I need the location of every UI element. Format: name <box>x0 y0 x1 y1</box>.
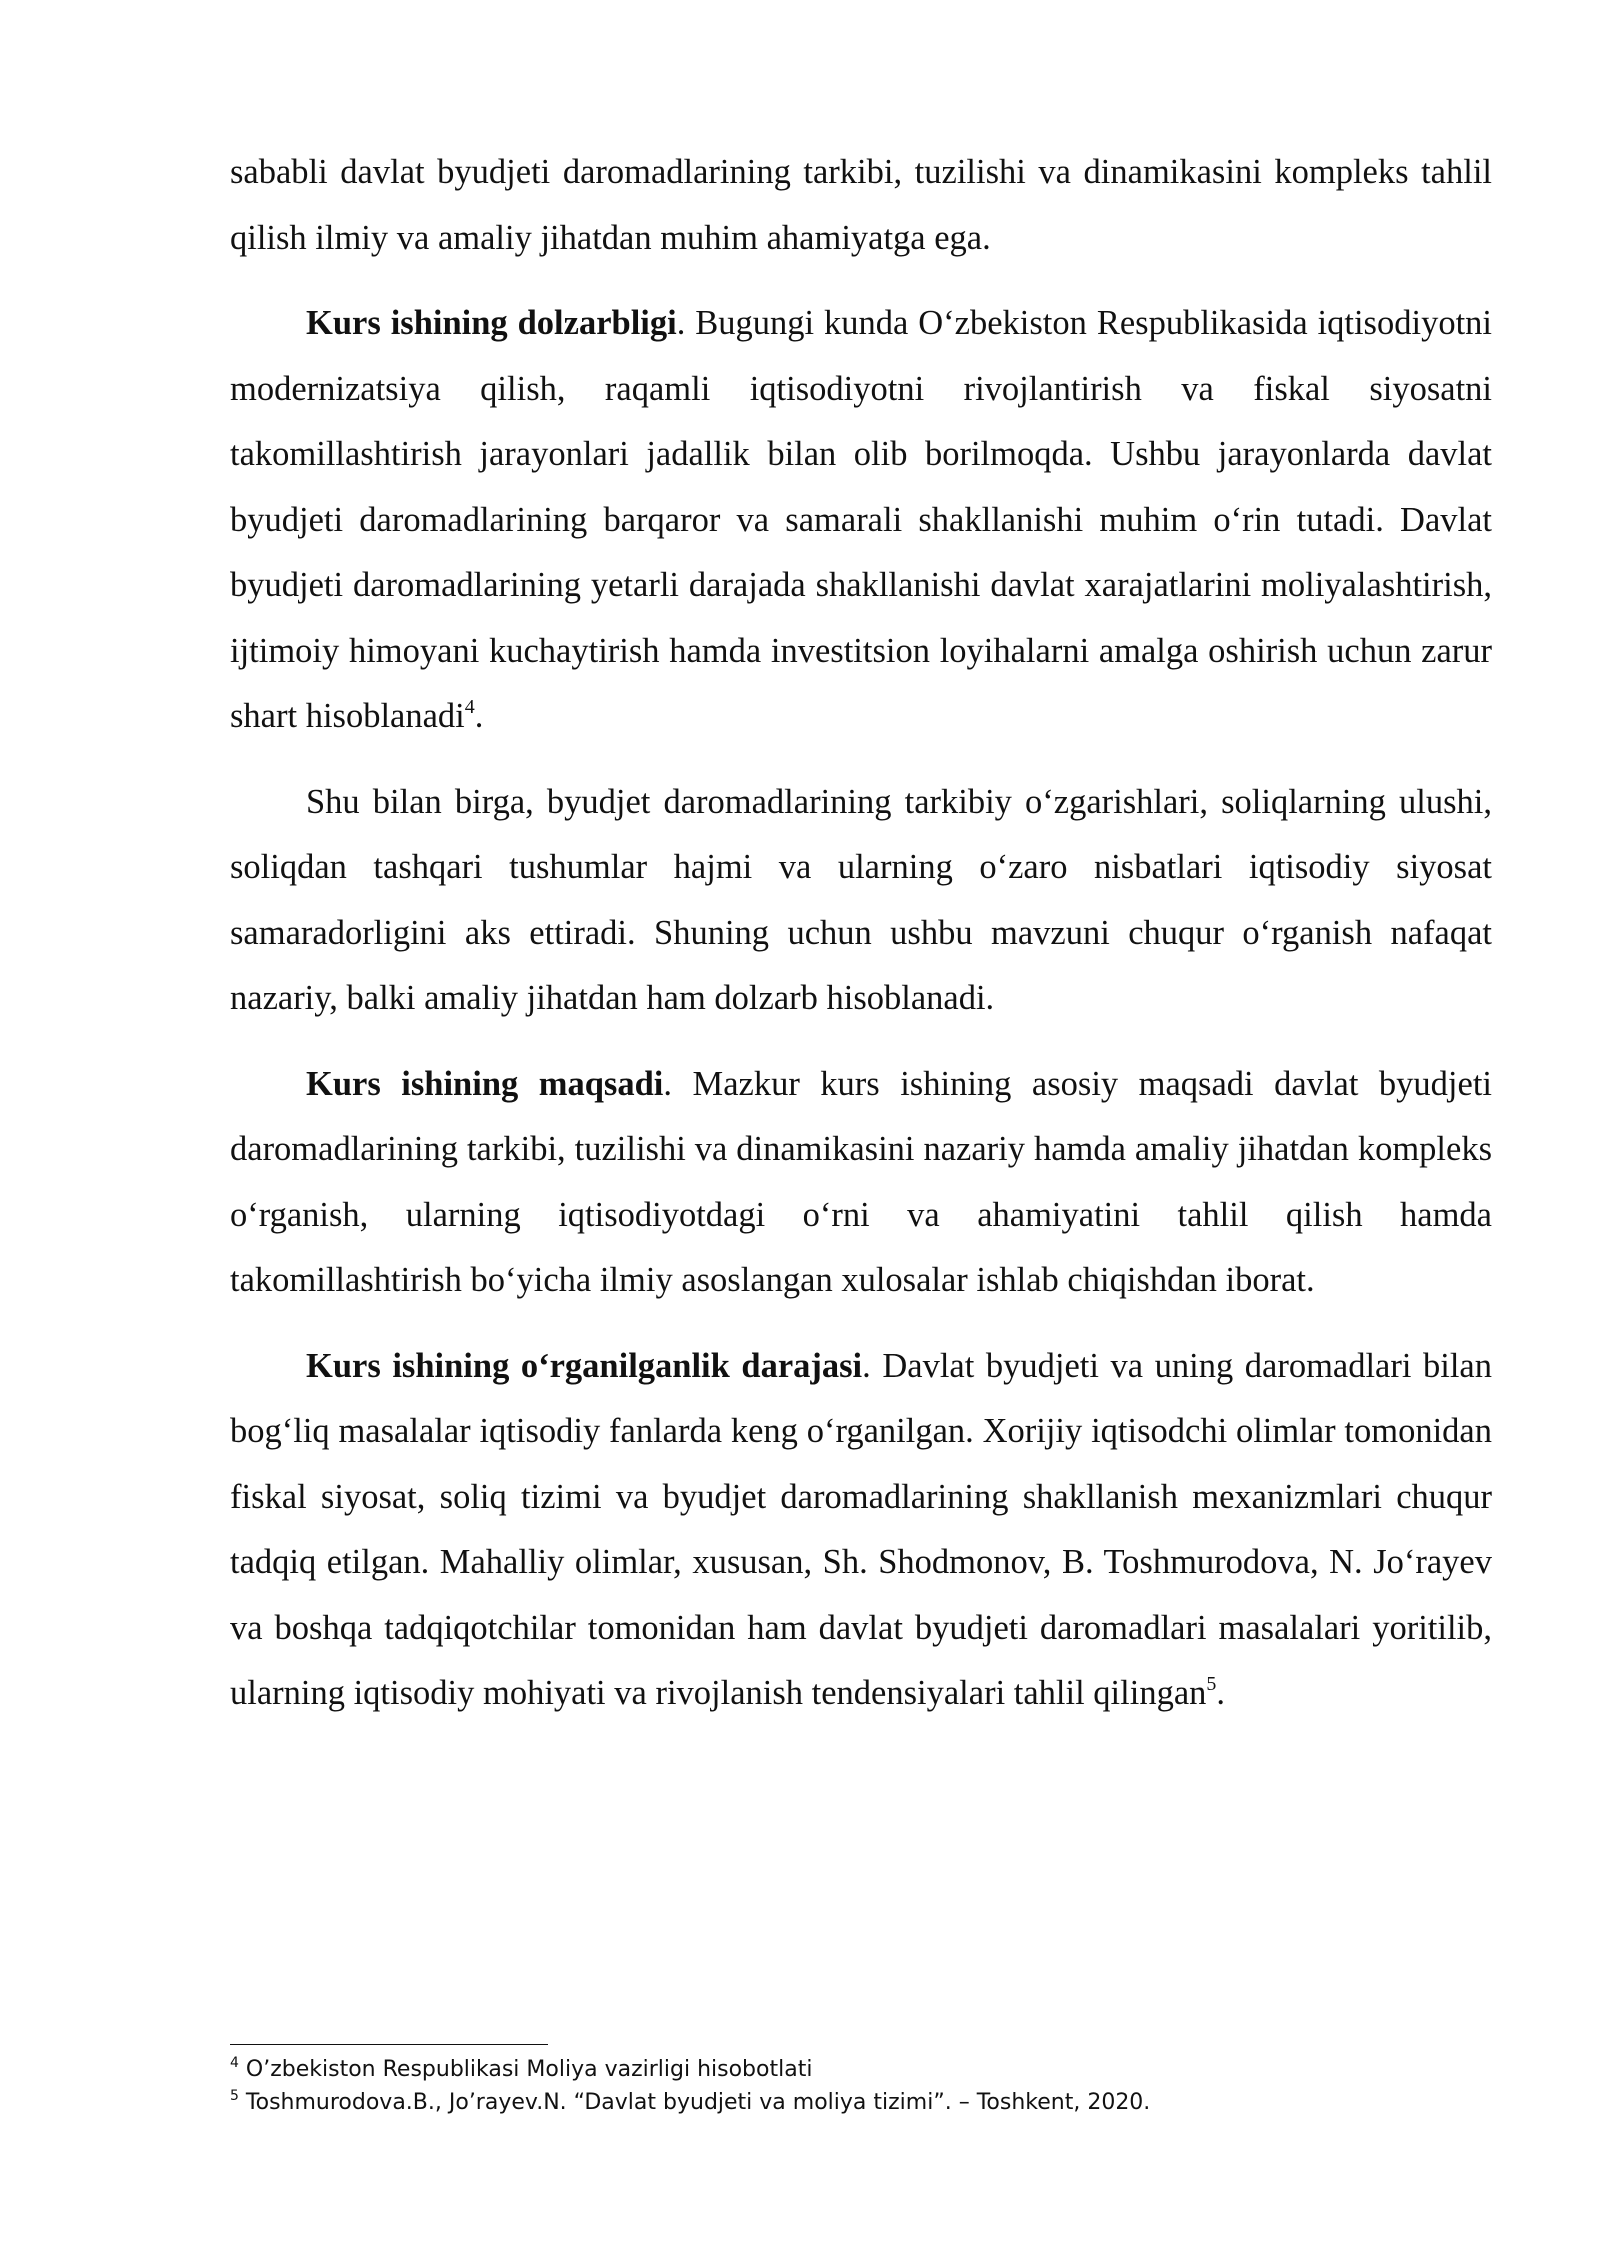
paragraph-end: . <box>1216 1674 1226 1712</box>
footnote-4 <box>230 2053 1492 2086</box>
paragraph-text: . Mazkur kurs ishining asosiy maqsadi davlat byudjeti daromadlarining tarkibi, tuzilishi va dinamikasini nazariy hamda amaliy jihatdan kompleks o‘rganish, ularning iqtisodiyotdagi o‘rni va ahamiyatini tahlil qilish hamda takomillashtirish bo‘yicha ilmiy asoslangan xulosalar ishlab chiqishdan iborat. <box>230 1064 1492 1299</box>
paragraph-relevance <box>230 291 1492 750</box>
paragraph-text: Shu bilan birga, byudjet daromadlarining tarkibiy o‘zgarishlari, soliqlarning ulushi, soliqdan tashqari tushumlar hajmi va ularning o‘zaro nisbatlari iqtisodiy siyosat samaradorligini aks ettiradi. Shuning uchun ushbu mavzuni chuqur o‘rganish nafaqat nazariy, balki amaliy jihatdan ham dolzarb hisoblanadi. <box>230 782 1492 1017</box>
footnote-ref-5[interactable]: 5 <box>1206 1673 1217 1695</box>
paragraph-study-level <box>230 1334 1492 1727</box>
paragraph-goal <box>230 1052 1492 1314</box>
footnote-number: 5 <box>230 2088 239 2104</box>
section-heading-study-level: Kurs ishining o‘rganilganlik darajasi <box>306 1346 863 1385</box>
paragraph-structure <box>230 770 1492 1032</box>
footnote-5 <box>230 2086 1492 2119</box>
paragraph-text: . Bugungi kunda O‘zbekiston Respublikasida iqtisodiyotni modernizatsiya qilish, raqamli iqtisodiyotni rivojlantirish va fiskal siyosatni takomillashtirish jarayonlari jadallik bilan olib borilmoqda. Ushbu jarayonlarda davlat byudjeti daromadlarining barqaror va samarali shakllanishi muhim o‘rin tutadi. Davlat byudjeti daromadlarining yetarli darajada shakllanishi davlat xarajatlarini moliyalashtirish, ijtimoiy himoyani kuchaytirish hamda investitsion loyihalarni amalga oshirish uchun zarur shart hisoblanadi <box>230 304 1492 735</box>
paragraph-text: sababli davlat byudjeti daromadlarining tarkibi, tuzilishi va dinamikasini kompleks tahlil qilish ilmiy va amaliy jihatdan muhim ahamiyatga ega. <box>230 153 1492 257</box>
section-heading-goal: Kurs ishining maqsadi <box>306 1064 664 1103</box>
section-heading-relevance: Kurs ishining dolzarbligi <box>306 304 677 342</box>
footnote-ref-4[interactable]: 4 <box>464 696 475 718</box>
document-body <box>230 140 1492 1747</box>
paragraph-end: . <box>474 697 484 735</box>
footnote-separator <box>230 2044 548 2045</box>
footnote-text: O’zbekiston Respublikasi Moliya vazirligi hisobotlati <box>238 2057 813 2082</box>
footnote-number: 4 <box>230 2055 239 2071</box>
paragraph-continuation <box>230 140 1492 271</box>
paragraph-text: . Davlat byudjeti va uning daromadlari bilan bog‘liq masalalar iqtisodiy fanlarda keng o‘rganilgan. Xorijiy iqtisodchi olimlar tomonidan fiskal siyosat, soliq tizimi va byudjet daromadlarining shakllanish mexanizmlari chuqur tadqiq etilgan. Mahalliy olimlar, xususan, Sh. Shodmonov, B. Toshmurodova, N. Jo‘rayev va boshqa tadqiqotchilar tomonidan ham davlat byudjeti daromadlari masalalari yoritilib, ularning iqtisodiy mohiyati va rivojlanish tendensiyalari tahlil qilingan <box>230 1346 1492 1712</box>
footnote-text: Toshmurodova.B., Jo’rayev.N. “Davlat byudjeti va moliya tizimi”. – Toshkent, 2020. <box>238 2090 1151 2115</box>
footnotes <box>230 2044 1492 2119</box>
